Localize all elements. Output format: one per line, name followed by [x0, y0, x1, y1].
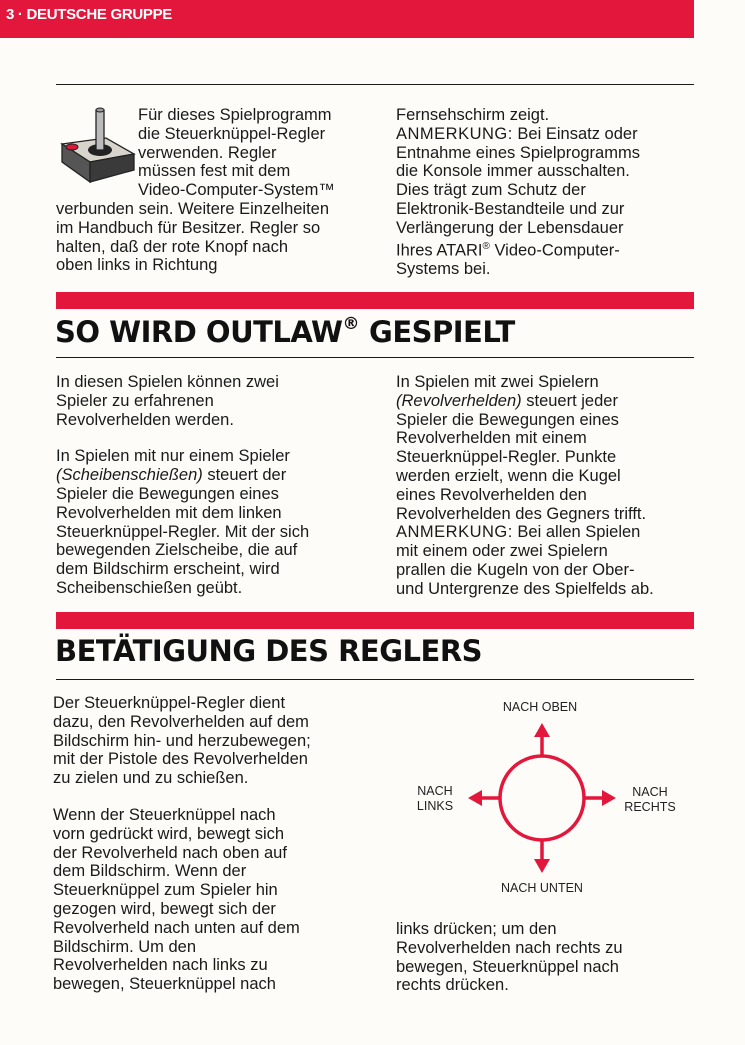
- text-line: (Revolverhelden) steuert jeder: [396, 391, 618, 410]
- arrow-right-icon: [584, 790, 616, 806]
- joystick-direction-diagram: [410, 695, 680, 905]
- arrow-left-icon: [468, 790, 500, 806]
- text-line: und Untergrenze des Spielfelds ab.: [396, 579, 654, 598]
- text-line: Für dieses Spielprogramm: [138, 106, 332, 124]
- text-line: Steuerknüppel-Regler. Punkte: [396, 448, 617, 467]
- note-line: ANMERKUNG: Bei allen Spielen: [396, 523, 641, 542]
- section-heading-reglers: BETÄTIGUNG DES REGLERS: [55, 634, 483, 668]
- note-label: ANMERKUNG:: [396, 523, 513, 542]
- text-line: Elektronik-Bestandteile und zur: [396, 199, 625, 218]
- intro-right-column: [396, 106, 694, 279]
- text-line: verwenden. Regler: [138, 143, 277, 162]
- note-label: ANMERKUNG:: [396, 124, 513, 143]
- section1-left-column: [56, 373, 376, 598]
- divider: [56, 679, 694, 680]
- section-red-bar: [56, 612, 694, 629]
- text-line: Spieler die Bewegungen eines: [396, 410, 619, 429]
- section-heading-outlaw: SO WIRD OUTLAW® GESPIELT: [55, 314, 515, 349]
- text-line: mit einem oder zwei Spielern: [396, 542, 608, 561]
- page-title: 3 · DEUTSCHE GRUPPE: [6, 6, 172, 23]
- direction-circle: [500, 756, 584, 840]
- text-line: Revolverhelden des Gegners trifft.: [396, 504, 647, 523]
- text-line: Systems bei.: [396, 259, 491, 278]
- paragraph: Wenn der Steuerknüppel nach vorn gedrückt wird, bewegt sich der Revolverheld nach oben auf dem Bildschirm. Wenn der Steuerknüppel zum Spieler hin gezogen wird, bewegt sich der Revolverheld nach unten auf dem Bildschirm. Um den Revolverhelden nach links zu bewegen, Steuerknüppel nach: [53, 805, 300, 994]
- text-line: links drücken; um den: [396, 920, 557, 938]
- label-left-1: NACH: [417, 784, 453, 798]
- text-line: im Handbuch für Besitzer. Regler so: [56, 218, 321, 237]
- text-line: verbunden sein. Weitere Einzelheiten: [56, 199, 330, 218]
- divider: [56, 357, 694, 358]
- paragraph: Der Steuerknüppel-Regler dient dazu, den Revolverhelden auf dem Bildschirm hin- und herzubewegen; mit der Pistole des Revolverhelden zu zielen und zu schießen.: [53, 694, 311, 788]
- text-line: halten, daß der rote Knopf nach: [56, 237, 289, 256]
- paragraph: In diesen Spielen können zwei Spieler zu erfahrenen Revolverhelden werden.: [56, 373, 279, 429]
- arrow-down-icon: [534, 840, 550, 873]
- text-line: Ihres ATARI® Video-Computer-: [396, 240, 620, 260]
- text-line: werden erzielt, wenn die Kugel: [396, 466, 621, 485]
- text-line: oben links in Richtung: [56, 256, 218, 275]
- arrow-up-icon: [534, 723, 550, 756]
- text-line: Dies trägt zum Schutz der: [396, 181, 586, 200]
- text-line: Revolverhelden mit einem: [396, 429, 587, 448]
- intro-left-column: [56, 106, 366, 275]
- label-right-2: RECHTS: [624, 800, 676, 814]
- text-line: Revolverhelden nach rechts zu: [396, 938, 623, 957]
- text-line: Fernsehschirm zeigt.: [396, 106, 550, 124]
- paragraph: In Spielen mit nur einem Spieler (Scheibenschießen) steuert der Spieler die Bewegungen eines Revolverhelden mit dem linken Steuerknüppel-Regler. Mit der sich bewegenden Zielscheibe, die auf dem Bildschirm erscheint, wird Scheibenschießen geübt.: [56, 447, 310, 597]
- section2-right-column: [396, 920, 694, 995]
- text-line: prallen die Kugeln von der Ober-: [396, 560, 635, 579]
- text-line: Entnahme eines Spielprogramms: [396, 143, 640, 162]
- section-red-bar: [56, 292, 694, 309]
- label-left-2: LINKS: [416, 799, 454, 813]
- text-line: Verlängerung der Lebensdauer: [396, 218, 624, 237]
- page-header-bar: [0, 0, 694, 38]
- text-line: müssen fest mit dem: [138, 162, 291, 181]
- note-line: ANMERKUNG: Bei Einsatz oder: [396, 124, 638, 143]
- text-line: Video-Computer-System™: [138, 181, 335, 200]
- text-line: die Steuerknüppel-Regler: [138, 124, 326, 143]
- divider: [56, 84, 694, 85]
- section1-right-column: [396, 373, 694, 599]
- text-line: die Konsole immer ausschalten.: [396, 162, 630, 181]
- text-line: eines Revolverhelden den: [396, 485, 587, 504]
- text-line: rechts drücken.: [396, 976, 509, 995]
- text-line: In Spielen mit zwei Spielern: [396, 373, 599, 391]
- text-line: bewegen, Steuerknüppel nach: [396, 957, 619, 976]
- label-right-1: NACH: [632, 785, 668, 799]
- label-up: NACH OBEN: [502, 700, 578, 714]
- label-down: NACH UNTEN: [501, 881, 583, 895]
- section2-left-column: [53, 694, 373, 994]
